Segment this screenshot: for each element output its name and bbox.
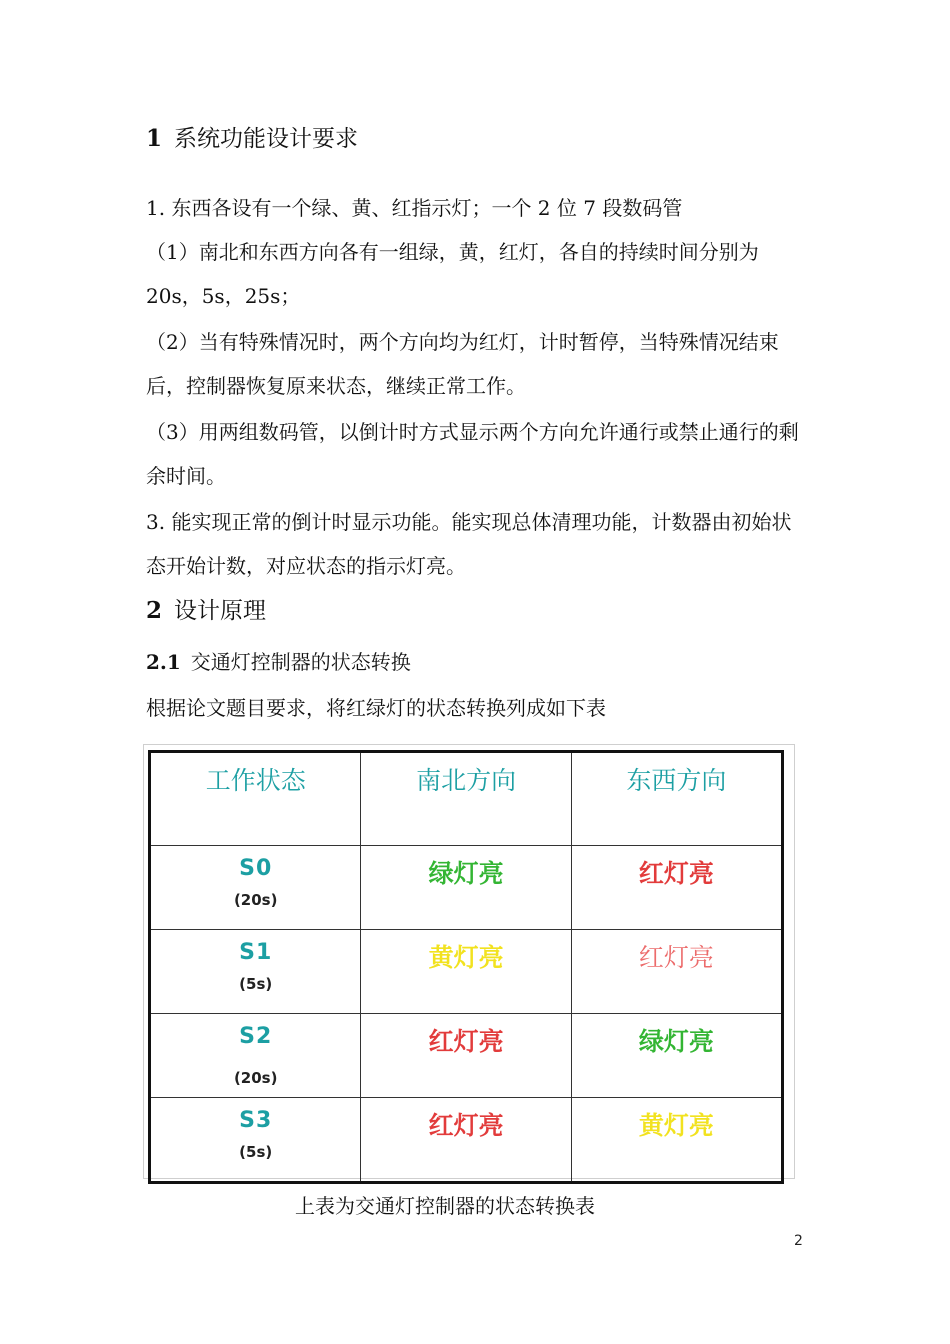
list-item-3: （3）用两组数码管，以倒计时方式显示两个方向允许通行或禁止通行的剩余时间。 [146, 420, 799, 488]
table-intro: 根据论文题目要求，将红绿灯的状态转换列成如下表 [146, 696, 606, 720]
ns-cell [361, 846, 571, 930]
section-1-heading [146, 120, 358, 153]
state-duration: (5s) [239, 975, 273, 993]
list-item-1: （1）南北和东西方向各有一组绿，黄，红灯，各自的持续时间分别为 20s，5s，25s； [146, 240, 759, 308]
list-item-2: （2）当有特殊情况时，两个方向均为红灯，计时暂停，当特殊情况结束后，控制器恢复原来状态，继续正常工作。 [146, 330, 779, 398]
header-east-west: 东西方向 [571, 752, 782, 846]
state-duration: (5s) [239, 1143, 273, 1161]
ew-cell [571, 1098, 782, 1183]
state-duration: (20s) [233, 891, 278, 909]
ns-light-status: 绿灯亮 [428, 859, 504, 888]
table-caption: 上表为交通灯控制器的状态转换表 [295, 1194, 595, 1218]
ns-light-status: 黄灯亮 [428, 943, 504, 972]
section-2-number: 2 [146, 597, 163, 624]
table-row [150, 1014, 783, 1098]
section-2-title: 设计原理 [174, 598, 267, 624]
ew-cell [571, 1014, 782, 1098]
state-cell [150, 1014, 361, 1098]
ew-cell [571, 930, 782, 1014]
state-name: S3 [239, 1108, 273, 1133]
paragraph-1: 1. 东西各设有一个绿、黄、红指示灯；一个 2 位 7 段数码管 [146, 196, 683, 220]
ew-light-status: 绿灯亮 [638, 1027, 714, 1056]
header-north-south: 南北方向 [361, 752, 571, 846]
state-transition-table [148, 750, 784, 1184]
ns-light-status: 红灯亮 [428, 1111, 504, 1140]
state-name: S1 [239, 940, 273, 965]
state-cell [150, 846, 361, 930]
ew-light-status: 黄灯亮 [638, 1111, 714, 1140]
section-1-title: 系统功能设计要求 [174, 126, 359, 152]
table-row [150, 930, 783, 1014]
section-2-1-title: 交通灯控制器的状态转换 [190, 650, 411, 674]
state-name: S0 [239, 856, 273, 881]
ew-cell [571, 846, 782, 930]
section-2-1-number: 2.1 [146, 650, 181, 674]
page-number: 2 [794, 1233, 803, 1249]
ns-cell [361, 1098, 571, 1183]
ew-light-status: 红灯亮 [638, 859, 714, 888]
state-cell [150, 930, 361, 1014]
state-cell [150, 1098, 361, 1183]
section-2-heading [146, 592, 266, 625]
ns-cell [361, 930, 571, 1014]
ns-cell [361, 1014, 571, 1098]
table-row [150, 846, 783, 930]
state-duration: (20s) [233, 1069, 278, 1087]
section-1-number: 1 [146, 125, 163, 152]
ns-light-status: 红灯亮 [428, 1027, 504, 1056]
table-header-row [150, 752, 783, 846]
section-2-1-heading [146, 646, 411, 675]
paragraph-3: 3. 能实现正常的倒计时显示功能。能实现总体清理功能，计数器由初始状态开始计数，对应状态的指示灯亮。 [146, 510, 792, 578]
header-state: 工作状态 [150, 752, 361, 846]
state-name: S2 [239, 1024, 273, 1049]
ew-light-status: 红灯亮 [638, 943, 714, 972]
table-row [150, 1098, 783, 1183]
